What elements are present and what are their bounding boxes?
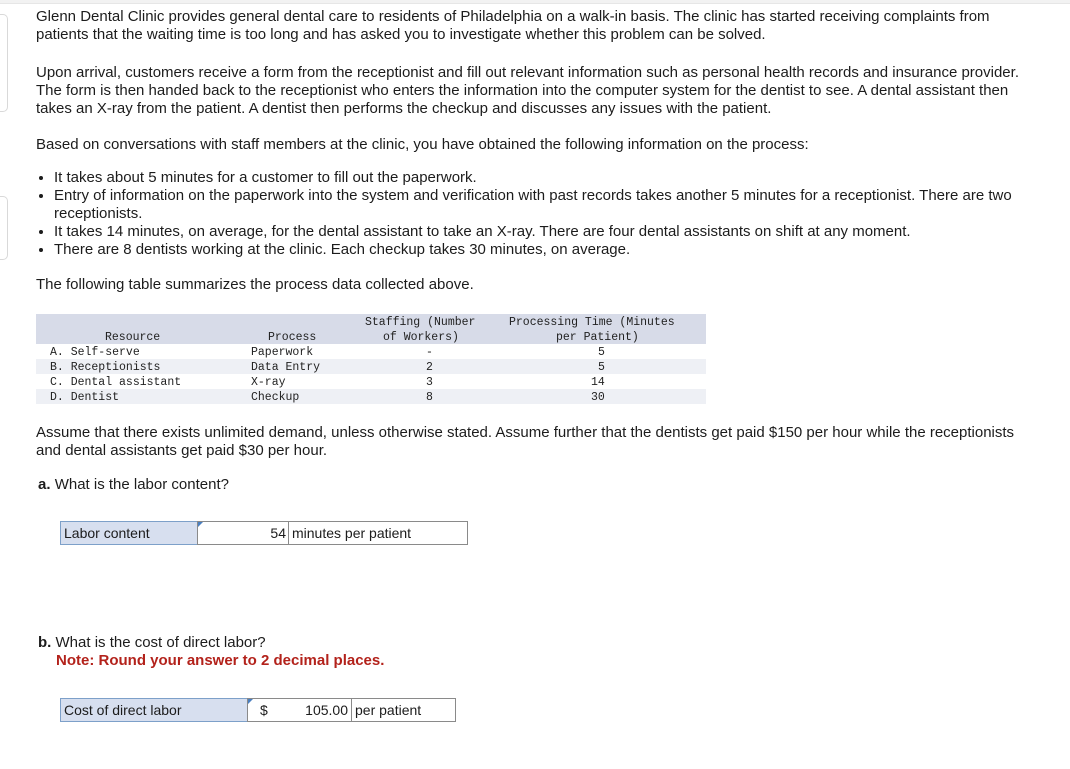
table-row-bg <box>36 389 706 404</box>
table-cell-staffing: - <box>426 346 433 359</box>
table-cell-process: Checkup <box>251 391 300 404</box>
question-b-text: What is the cost of direct labor? <box>55 634 266 651</box>
rounding-note: Note: Round your answer to 2 decimal places. <box>56 652 385 669</box>
question-b-prefix: b. <box>38 634 52 651</box>
column-header-process: Process <box>268 331 317 344</box>
table-cell-resource: B. Receptionists <box>50 361 161 374</box>
table-cell-time: 5 <box>598 361 605 374</box>
table-cell-staffing: 8 <box>426 391 433 404</box>
table-cell-resource: D. Dentist <box>50 391 120 404</box>
labor-content-unit: minutes per patient <box>292 525 412 541</box>
input-divider <box>288 521 289 545</box>
table-cell-process: Paperwork <box>251 346 314 359</box>
list-item: • It takes about 5 minutes for a customer to fill out the paperwork. <box>54 169 1044 187</box>
currency-symbol: $ <box>260 702 268 718</box>
direct-labor-cost-value[interactable]: 105.00 <box>305 702 348 718</box>
table-cell-staffing: 2 <box>426 361 433 374</box>
table-cell-resource: A. Self-serve <box>50 346 140 359</box>
list-item: • It takes 14 minutes, on average, for the dental assistant to take an X-ray. There are four dental assistants on shift at any moment. <box>54 223 1044 241</box>
table-cell-process: Data Entry <box>251 361 321 374</box>
table-cell-time: 5 <box>598 346 605 359</box>
labor-content-value[interactable]: 54 <box>270 525 286 541</box>
input-divider <box>351 698 352 722</box>
table-cell-time: 14 <box>591 376 605 389</box>
answer-marker-icon <box>248 699 253 704</box>
question-a-prefix: a. <box>38 476 51 493</box>
column-header-staffing: Staffing (Number <box>365 316 476 329</box>
based-on-text: Based on conversations with staff members at the clinic, you have obtained the following information on the process: <box>36 136 809 153</box>
table-cell-time: 30 <box>591 391 605 404</box>
question-a-text: What is the labor content? <box>54 476 229 493</box>
intro-paragraph: Glenn Dental Clinic provides general dental care to residents of Philadelphia on a walk-in basis. The clinic has started receiving complaints from patients that the waiting time is too long and has asked you to investigate whether this problem can be solved. <box>36 8 990 43</box>
column-header-staffing-line2: of Workers) <box>383 331 459 344</box>
question-a <box>38 476 229 494</box>
direct-labor-cost-unit: per patient <box>355 702 422 718</box>
left-scroll-marker <box>0 196 8 260</box>
column-header-resource: Resource <box>105 331 161 344</box>
table-cell-staffing: 3 <box>426 376 433 389</box>
table-cell-process: X-ray <box>251 376 286 389</box>
table-cell-resource: C. Dental assistant <box>50 376 182 389</box>
top-border <box>0 0 1070 4</box>
list-item: • Entry of information on the paperwork into the system and verification with past records takes another 5 minutes for a receptionist. There are two receptionists. <box>54 187 1044 223</box>
column-header-processing-time: Processing Time (Minutes <box>509 316 675 329</box>
left-scroll-marker <box>0 14 8 112</box>
process-info-list <box>36 169 1044 259</box>
labor-content-label: Labor content <box>60 521 198 545</box>
question-b <box>38 634 266 652</box>
direct-labor-cost-label: Cost of direct labor <box>60 698 248 722</box>
table-intro: The following table summarizes the process data collected above. <box>36 276 474 293</box>
column-header-processing-time-line2: per Patient) <box>556 331 639 344</box>
assumption-paragraph: Assume that there exists unlimited demand, unless otherwise stated. Assume further that the dentists get paid $150 per hour while the receptionists and dental assistants get paid $30 per hour. <box>36 424 1015 459</box>
list-item: • There are 8 dentists working at the clinic. Each checkup takes 30 minutes, on average. <box>54 241 1044 259</box>
process-description: Upon arrival, customers receive a form from the receptionist and fill out relevant information such as personal health records and insurance provider. The form is then handed back to the receptionist who enters the information into the computer system for the dentist to see. A dental assistant then takes an X-ray from the patient. A dentist then performs the checkup and discusses any issues with the patient. <box>36 64 1019 117</box>
